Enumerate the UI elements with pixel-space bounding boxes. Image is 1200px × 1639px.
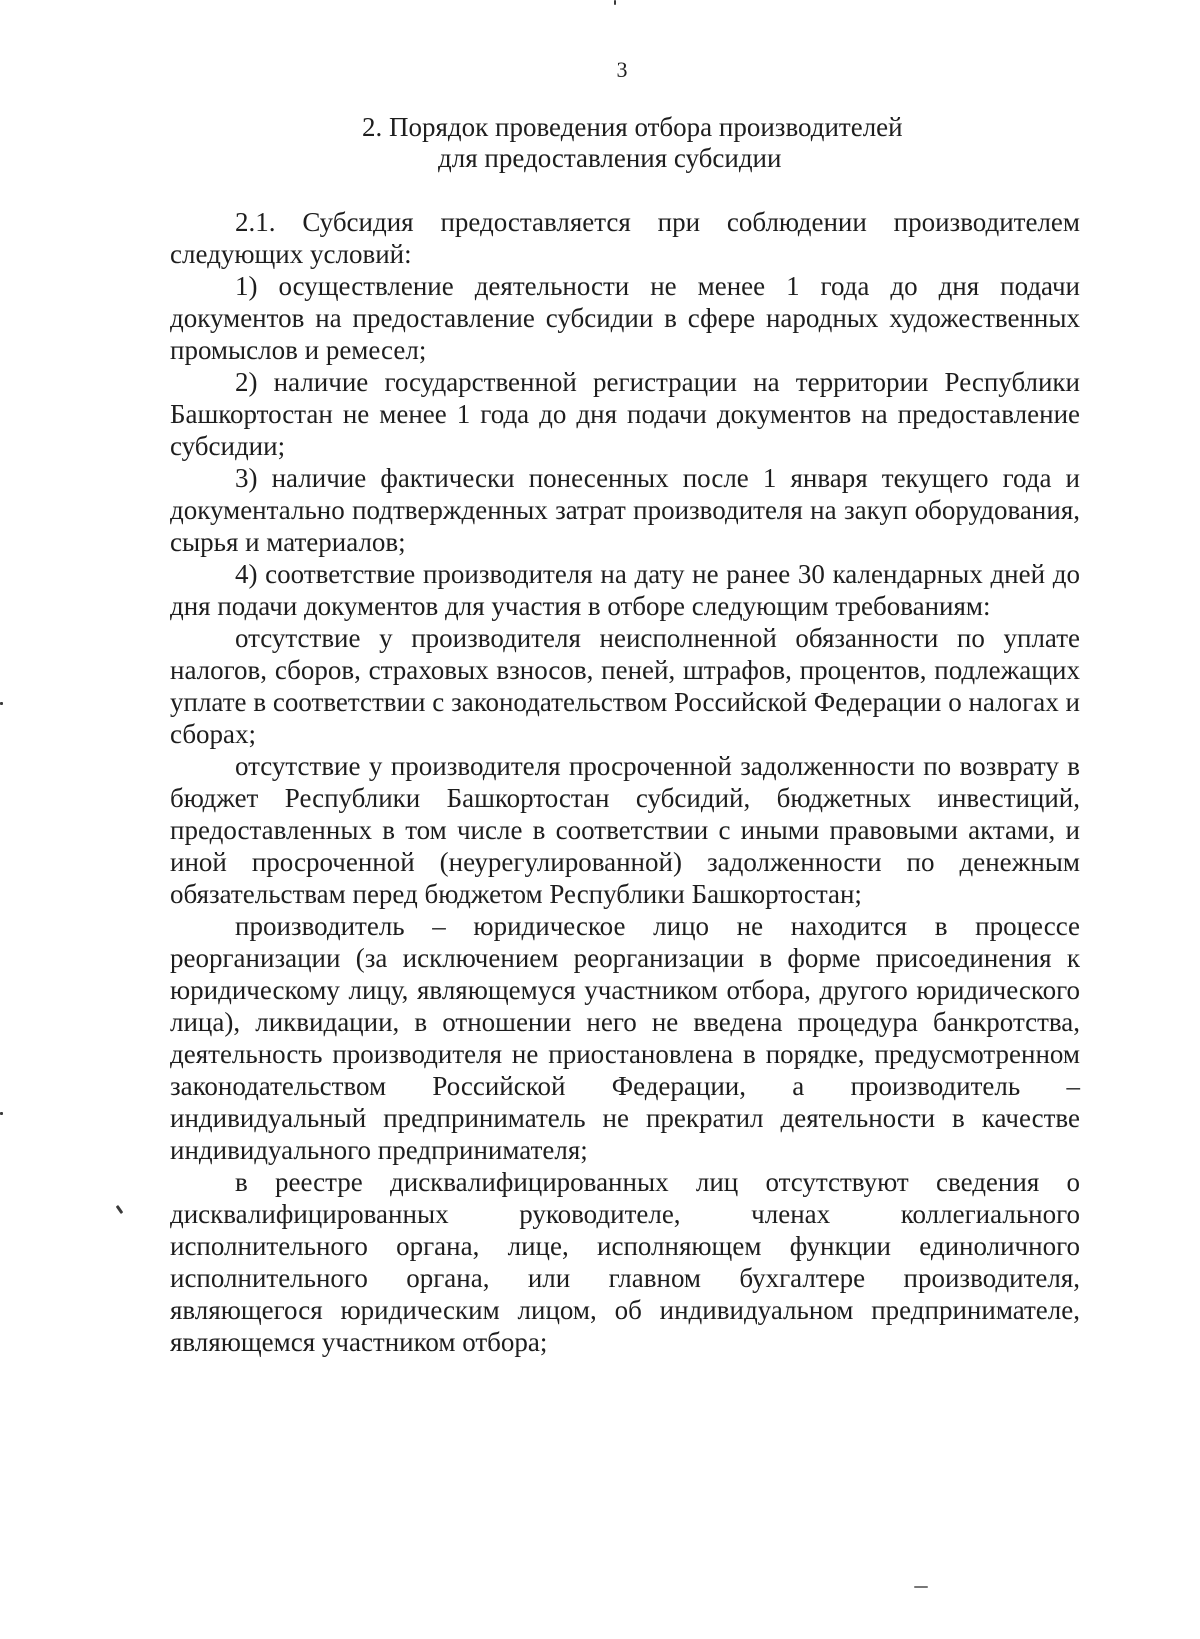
condition-1: 1) осуществление деятельности не менее 1 года до дня подачи документов на предоставление субсидии в сфере народных художественных промыслов и ремесел; (170, 271, 1080, 365)
section-heading-line-2: для предоставления субсидии (438, 143, 782, 173)
requirement-no-disqualified-persons: в реестре дисквалифицированных лиц отсутствуют сведения о дисквалифицированных руководителе, членах коллегиального исполнительного органа, лице, исполняющем функции единоличного исполнительного органа, или главном бухгалтере производителя, являющегося юридическим лицом, об индивидуальном предпринимателе, являющемся участником отбора; (170, 1167, 1080, 1357)
requirement-no-tax-debt: отсутствие у производителя неисполненной обязанности по уплате налогов, сборов, страховых взносов, пеней, штрафов, процентов, подлежащих уплате в соответствии с законодательством Российской Федерации о налогах и сборах; (170, 623, 1080, 749)
document-body (170, 206, 1080, 1358)
condition-4: 4) соответствие производителя на дату не ранее 30 календарных дней до дня подачи документов для участия в отборе следующим требованиям: (170, 559, 1080, 621)
requirement-no-reorganization: производитель – юридическое лицо не находится в процессе реорганизации (за исключением реорганизации в форме присоединения к юридическому лицу, являющемуся участником отбора, другого юридического лица), ликвидации, в отношении него не введена процедура банкротства, деятельность производителя не приостановлена в порядке, предусмотренном законодательством Российской Федерации, а производитель – индивидуальный предприниматель не прекратил деятельности в качестве индивидуального предпринимателя; (170, 911, 1080, 1165)
scan-mark (614, 0, 616, 5)
scan-mark (0, 702, 3, 705)
scan-mark (0, 1112, 3, 1115)
page-number: 3 (616, 57, 628, 82)
scan-mark (914, 1586, 928, 1588)
scan-mark (116, 1205, 124, 1214)
condition-3: 3) наличие фактически понесенных после 1 января текущего года и документально подтвержденных затрат производителя на закуп оборудования, сырья и материалов; (170, 463, 1080, 557)
paragraph-2-1: 2.1. Субсидия предоставляется при соблюдении производителем следующих условий: (170, 207, 1080, 269)
section-heading-line-1: 2. Порядок проведения отбора производителей (362, 112, 903, 142)
requirement-no-overdue-debt: отсутствие у производителя просроченной задолженности по возврату в бюджет Республики Башкортостан субсидий, бюджетных инвестиций, предоставленных в том числе в соответствии с иными правовыми актами, и иной просроченной (неурегулированной) задолженности по денежным обязательствам перед бюджетом Республики Башкортостан; (170, 751, 1080, 909)
condition-2: 2) наличие государственной регистрации на территории Республики Башкортостан не менее 1 года до дня подачи документов на предоставление субсидии; (170, 367, 1080, 461)
